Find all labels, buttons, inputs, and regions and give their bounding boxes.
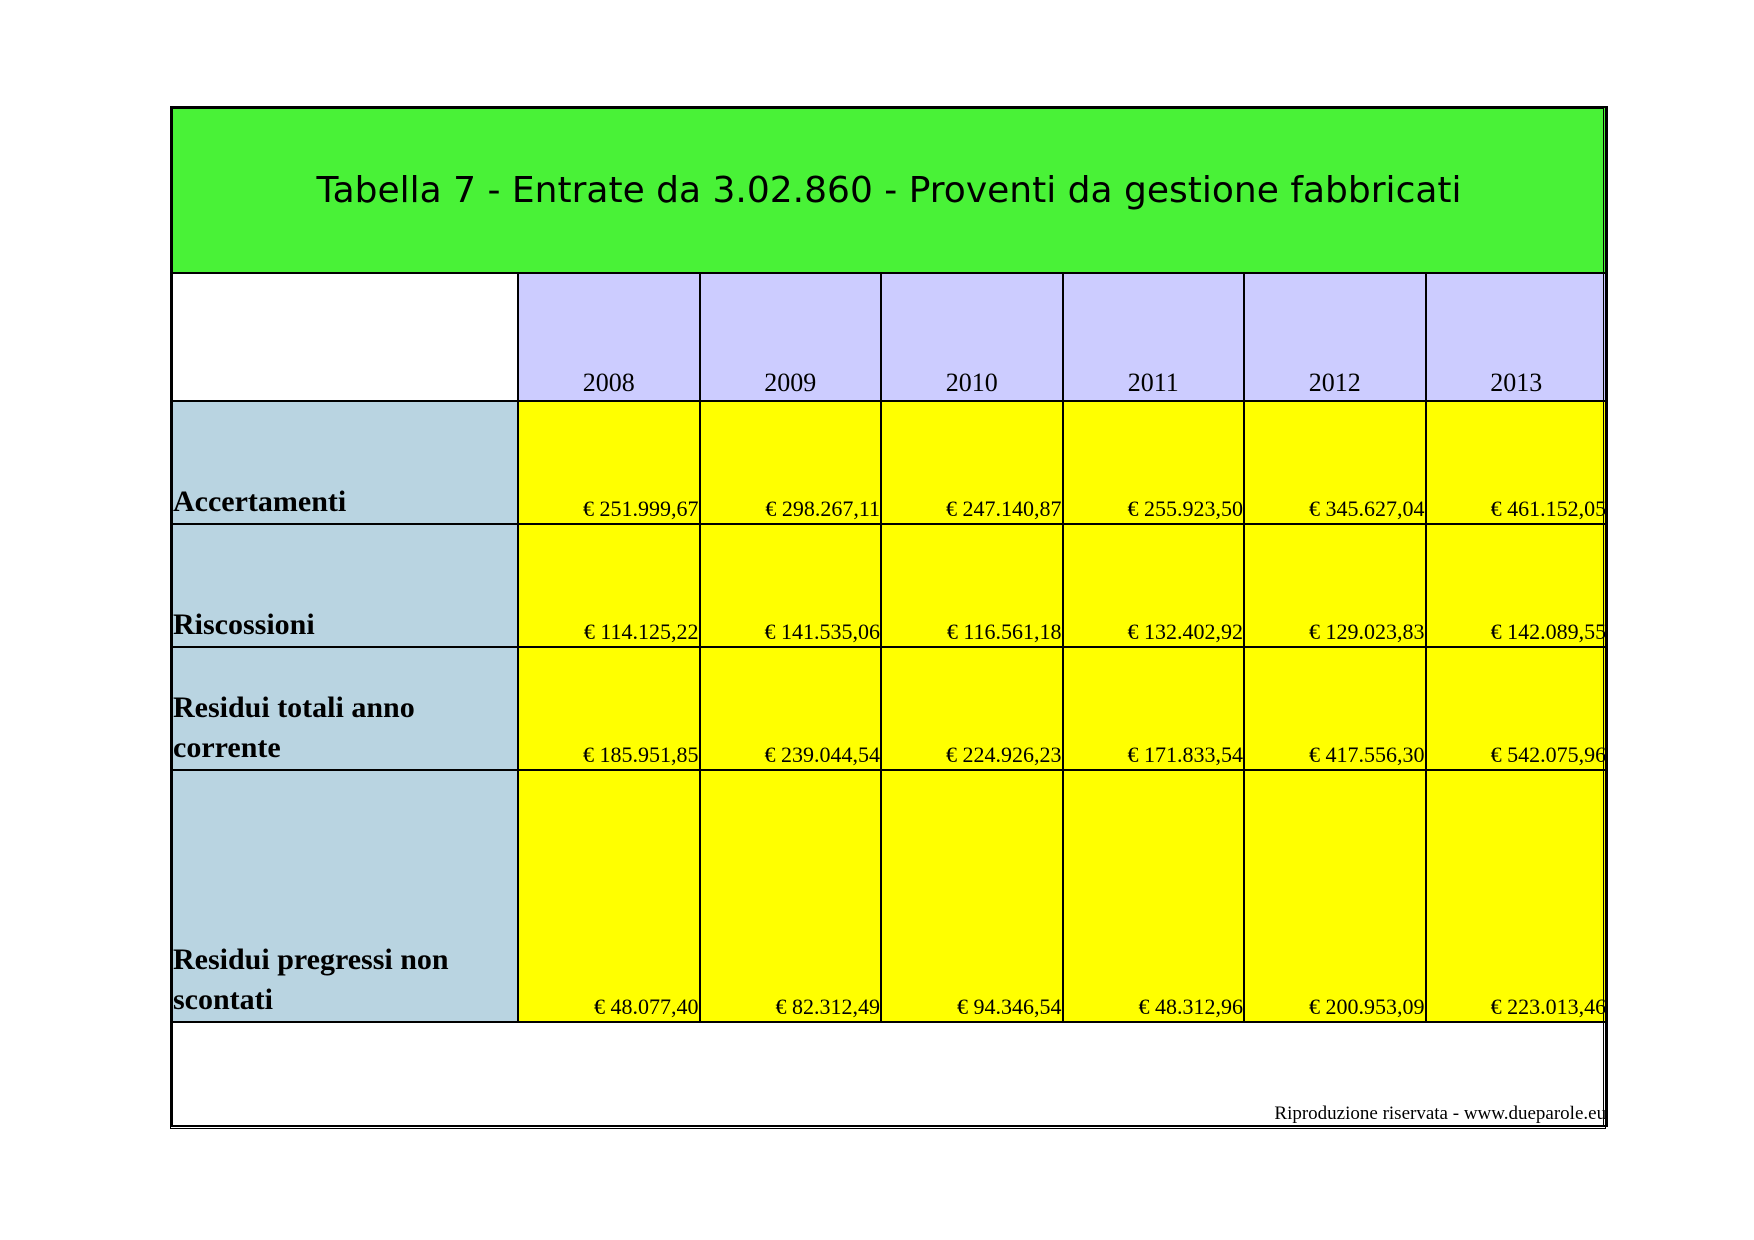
value-cell: € 116.561,18: [881, 524, 1063, 647]
value-cell: € 82.312,49: [700, 770, 882, 1022]
value-cell: € 132.402,92: [1063, 524, 1245, 647]
value-cell: € 542.075,96: [1426, 647, 1608, 770]
value-cell: € 255.923,50: [1063, 401, 1245, 524]
value-cell: € 223.013,46: [1426, 770, 1608, 1022]
value-cell: € 141.535,06: [700, 524, 882, 647]
year-header: 2011: [1063, 273, 1245, 401]
value-cell: € 114.125,22: [518, 524, 700, 647]
value-cell: € 417.556,30: [1244, 647, 1426, 770]
year-header: 2013: [1426, 273, 1608, 401]
value-cell: € 461.152,05: [1426, 401, 1608, 524]
value-cell: € 171.833,54: [1063, 647, 1245, 770]
value-cell: € 48.312,96: [1063, 770, 1245, 1022]
value-cell: € 298.267,11: [700, 401, 882, 524]
value-cell: € 129.023,83: [1244, 524, 1426, 647]
value-cell: € 200.953,09: [1244, 770, 1426, 1022]
table-outer-frame: [170, 106, 1606, 1129]
value-cell: € 142.089,55: [1426, 524, 1608, 647]
year-header: 2008: [518, 273, 700, 401]
value-cell: € 94.346,54: [881, 770, 1063, 1022]
value-cell: € 185.951,85: [518, 647, 700, 770]
copyright-notice: Riproduzione riservata - www.dueparole.eu: [171, 1022, 1607, 1126]
table-title: Tabella 7 - Entrate da 3.02.860 - Proventi da gestione fabbricati: [171, 107, 1607, 273]
year-header: 2009: [700, 273, 882, 401]
value-cell: € 247.140,87: [881, 401, 1063, 524]
row-label: Residui totali anno corrente: [171, 647, 518, 770]
value-cell: € 224.926,23: [881, 647, 1063, 770]
row-label: Riscossioni: [171, 524, 518, 647]
row-label: Accertamenti: [171, 401, 518, 524]
value-cell: € 239.044,54: [700, 647, 882, 770]
year-header: 2010: [881, 273, 1063, 401]
value-cell: € 48.077,40: [518, 770, 700, 1022]
year-header: 2012: [1244, 273, 1426, 401]
value-cell: € 251.999,67: [518, 401, 700, 524]
row-label: Residui pregressi non scontati: [171, 770, 518, 1022]
value-cell: € 345.627,04: [1244, 401, 1426, 524]
